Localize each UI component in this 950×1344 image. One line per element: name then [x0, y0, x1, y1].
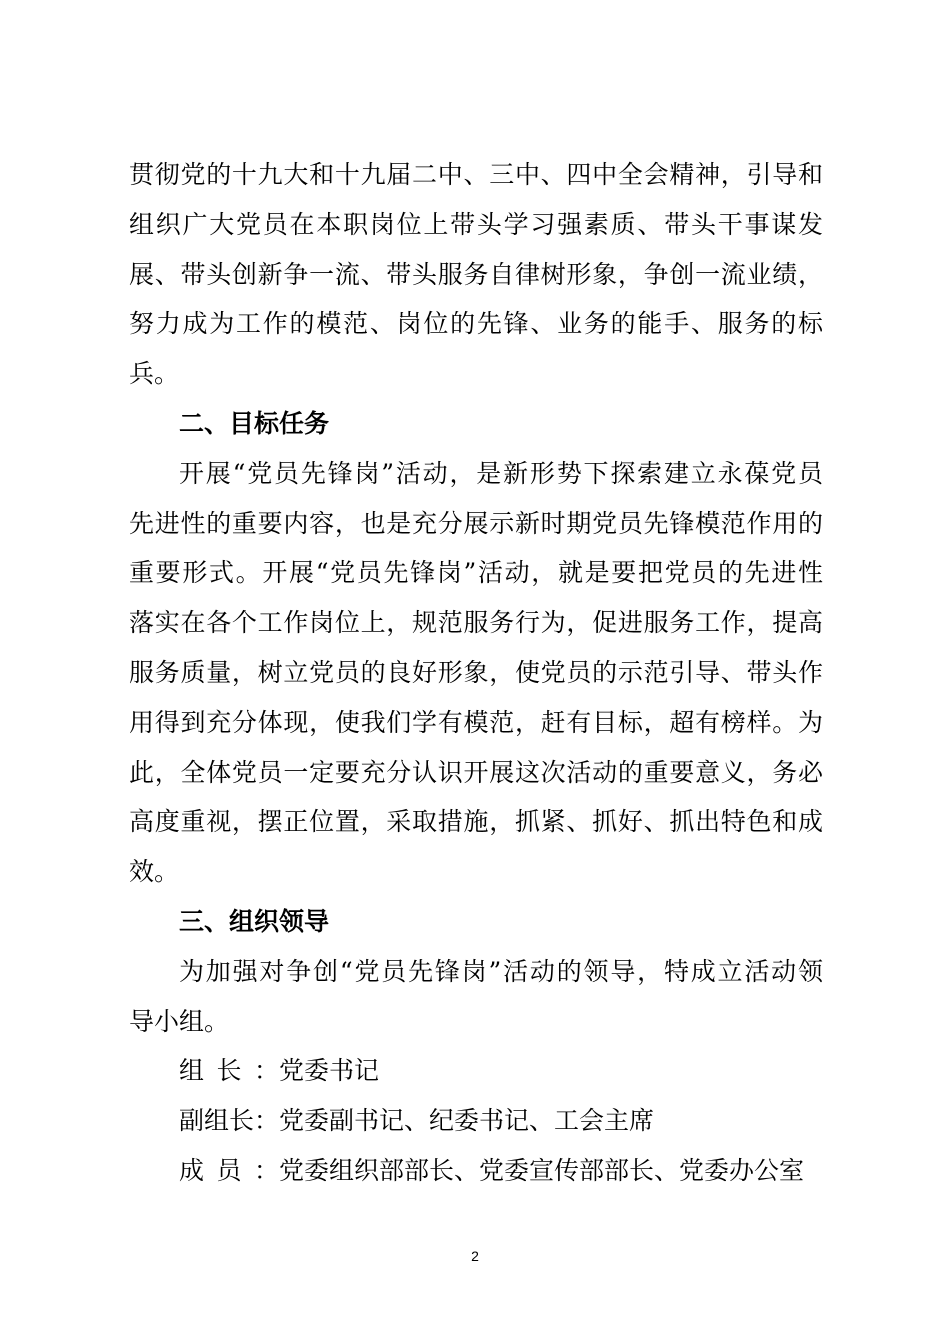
paragraph-line: 贯彻党的十九大和十九届二中、三中、四中全会精神，引导和 — [129, 160, 823, 189]
member-row-deputy — [129, 1096, 823, 1146]
member-value: 党委组织部部长、党委宣传部部长、党委办公室 — [279, 1155, 805, 1185]
document-body — [129, 150, 823, 1196]
paragraph-line: 导小组。 — [129, 1006, 230, 1036]
paragraph-line: 努力成为工作的模范、岗位的先锋、业务的能手、服务的标 — [129, 309, 823, 339]
member-row-leader — [129, 1046, 823, 1096]
member-value: 党委书记 — [279, 1056, 380, 1086]
member-row-members — [129, 1146, 823, 1196]
page-number: 2 — [471, 1248, 479, 1264]
paragraph-line: 兵。 — [129, 359, 180, 389]
member-label: 成员： — [179, 1155, 279, 1185]
section-heading-leadership: 三、组织领导 — [179, 906, 330, 936]
paragraph-line: 落实在各个工作岗位上，规范服务行为，促进服务工作，提高 — [129, 608, 823, 638]
paragraph-line: 重要形式。开展“党员先锋岗”活动，就是要把党员的先进性 — [129, 558, 823, 588]
member-label: 组长： — [179, 1056, 279, 1086]
paragraph-line: 效。 — [129, 857, 180, 887]
paragraph-line: 开展“党员先锋岗”活动，是新形势下探索建立永葆党员 — [179, 458, 823, 488]
paragraph-line: 用得到充分体现，使我们学有模范，赶有目标，超有榜样。为 — [129, 707, 823, 737]
paragraph-line: 为加强对争创“党员先锋岗”活动的领导，特成立活动领 — [179, 956, 823, 986]
section-heading-goals: 二、目标任务 — [179, 408, 330, 438]
paragraph-line: 服务质量，树立党员的良好形象，使党员的示范引导、带头作 — [129, 657, 823, 687]
paragraph-line: 展、带头创新争一流、带头服务自律树形象，争创一流业绩， — [129, 259, 823, 289]
paragraph-line: 此，全体党员一定要充分认识开展这次活动的重要意义，务必 — [129, 757, 823, 787]
member-label: 副组长： — [179, 1106, 280, 1136]
paragraph-line: 先进性的重要内容，也是充分展示新时期党员先锋模范作用的 — [129, 508, 823, 538]
member-value: 党委副书记、纪委书记、工会主席 — [279, 1106, 655, 1136]
paragraph-line: 高度重视，摆正位置，采取措施，抓紧、抓好、抓出特色和成 — [129, 807, 823, 837]
paragraph-line: 组织广大党员在本职岗位上带头学习强素质、带头干事谋发 — [129, 209, 823, 239]
